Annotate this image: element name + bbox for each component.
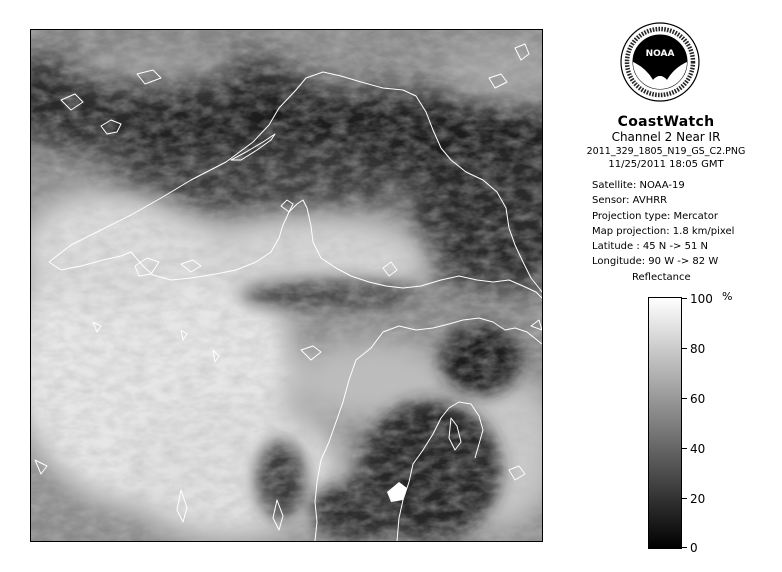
brand-title: CoastWatch xyxy=(617,114,715,130)
file-name: 2011_329_1805_N19_GS_C2.PNG xyxy=(586,146,746,157)
metadata-block xyxy=(592,178,734,270)
map-projection-label: Map projection: 1.8 km/pixel xyxy=(592,225,735,237)
colorbar-tick-label: 60 xyxy=(690,392,706,406)
colorbar-tick xyxy=(682,348,687,349)
longitude-label: Longitude: 90 W -> 82 W xyxy=(592,256,719,268)
colorbar-tick xyxy=(682,498,687,499)
satellite-image xyxy=(30,29,543,542)
sensor-label: Sensor: AVHRR xyxy=(592,195,668,207)
reflectance-colorbar xyxy=(648,297,682,549)
colorbar-tick xyxy=(682,398,687,399)
colorbar-tick xyxy=(682,448,687,449)
colorbar-tick-label: 0 xyxy=(690,541,698,555)
satellite-imagery xyxy=(31,30,542,541)
channel-label: Channel 2 Near IR xyxy=(611,130,721,144)
latitude-label: Latitude : 45 N -> 51 N xyxy=(592,241,708,253)
info-header xyxy=(566,114,766,171)
colorbar-tick-label: 20 xyxy=(690,492,706,506)
colorbar-unit: % xyxy=(722,290,733,303)
acquisition-datetime: 11/25/2011 18:05 GMT xyxy=(608,159,724,170)
colorbar-tick-label: 100 xyxy=(690,292,713,306)
colorbar-tick xyxy=(682,298,687,299)
logo-text: NOAA xyxy=(645,49,675,59)
projection-type-label: Projection type: Mercator xyxy=(592,210,718,222)
colorbar-tick-label: 80 xyxy=(690,342,706,356)
colorbar-tick-label: 40 xyxy=(690,442,706,456)
colorbar-title: Reflectance xyxy=(632,272,691,283)
noaa-logo xyxy=(620,22,700,102)
satellite-label: Satellite: NOAA-19 xyxy=(592,180,685,191)
colorbar-tick xyxy=(682,547,687,548)
